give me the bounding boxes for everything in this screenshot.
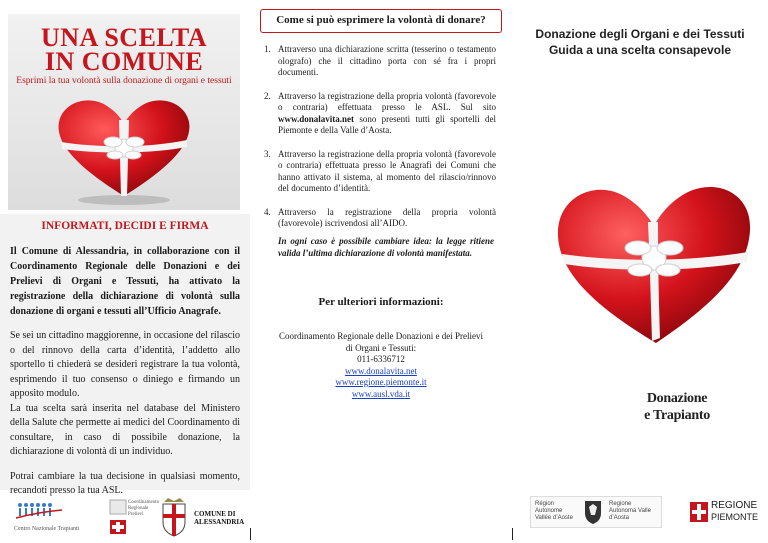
cnt-logo-text: Centro Nazionale Trapianti xyxy=(14,526,80,532)
cover-subtitle: Esprimi la tua volontà sulla donazione di organi e tessuti xyxy=(16,76,232,86)
comune-alessandria-text: COMUNE DI ALESSANDRIA xyxy=(194,510,245,526)
ausl-vda-link[interactable]: www.ausl.vda.it xyxy=(351,388,411,399)
info-section xyxy=(0,214,250,496)
contact-phone: 011-6336712 xyxy=(357,354,405,364)
contact-line-2: di Organi e Tessuti: xyxy=(345,342,417,353)
cover-title-line2: IN COMUNE xyxy=(44,47,204,76)
left-panel xyxy=(0,0,250,543)
piemonte-flag-icon xyxy=(690,502,708,522)
piemonte-logo-text-1: REGIONE xyxy=(711,500,758,511)
donazione-trapianto-title: Donazione e Trapianto xyxy=(644,391,710,423)
brochure-title xyxy=(512,26,768,58)
vda-crest-icon xyxy=(583,499,603,525)
info-paragraph-1: Se sei un cittadino maggiorenne, in occasione del rilascio o del rinnovo della carta d’identità, l’addetto allo sportello ti chiederà se desideri registrare la tua volontà, esprimendo il tuo consenso o diniego e firmando un apposito modulo. xyxy=(10,330,240,399)
donalavita-link[interactable]: www.donalavita.net xyxy=(345,365,417,376)
cover-image xyxy=(8,14,240,210)
vda-logo-text-1: Région Autonome Vallée d’Aoste xyxy=(535,501,573,521)
coordinamento-logo-text: Coordinamento Regionale Prelievi xyxy=(128,500,160,517)
piemonte-logo-text-2: PIEMONTE xyxy=(711,512,759,522)
regione-piemonte-link[interactable]: www.regione.piemonte.it xyxy=(335,377,427,387)
gift-heart-icon xyxy=(49,92,199,207)
brochure-title-line1: Donazione degli Organi e dei Tessuti xyxy=(535,27,745,41)
note-text: In ogni caso è possibile cambiare idea: la legge ritiene valida l’ultima dichiarazione di volontà manifestata. xyxy=(278,236,494,258)
list-item: 2. Attraverso la registrazione della propria volontà (favorevole o contraria) effettuata presso le ASL. Sul sito www.donalavita.net sono presenti tutti gli sportelli del Piemonte e della Valle d’Aosta. xyxy=(264,90,496,135)
brochure-title-line2: Guida a una scelta consapevole xyxy=(548,43,732,57)
contacts-block xyxy=(250,331,512,400)
coordinamento-logo-icon xyxy=(108,498,128,538)
contact-line-1: Coordinamento Regionale delle Donazioni e dei Prelievi xyxy=(279,331,483,341)
cover-title-line1: UNA SCELTA xyxy=(40,23,208,52)
vda-logo-text-2: Regione Autonoma Valle d’Aosta xyxy=(609,501,651,521)
question-box: Come si può esprimere la volontà di donare? xyxy=(260,9,502,33)
list-item: 4. Attraverso la registrazione della propria volontà (favorevole) iscrivendosi all’AIDO. xyxy=(264,206,496,228)
middle-panel xyxy=(250,0,512,543)
methods-list xyxy=(264,44,496,230)
info-intro: Il Comune di Alessandria, in collaborazione con il Coordinamento Regionale delle Donazioni e dei Prelievi di Organi e Tessuti, ha attivato la registrazione della dichiarazione di volontà sulla donazione di organi e tessuti all’Ufficio Anagrafe. xyxy=(10,246,240,317)
alessandria-crest-icon xyxy=(160,496,188,538)
cnt-logo-icon xyxy=(14,500,64,522)
gift-heart-large-icon xyxy=(548,178,758,348)
regione-piemonte-logo xyxy=(690,500,760,526)
vda-logos xyxy=(530,496,662,528)
list-item: 3. Attraverso la registrazione della propria volontà (favorevole o contraria) effettuata presso le Anagrafi dei Comuni che hanno attivato il sistema, al momento del rilascio/rinnovo del documento d’identità. xyxy=(264,148,496,193)
info-title: INFORMATI, DECIDI E FIRMA xyxy=(41,220,209,232)
info-paragraph-3: Potrai cambiare la tua decisione in qualsiasi momento, recandoti presso la tua ASL. xyxy=(10,470,240,496)
right-panel xyxy=(512,0,768,543)
left-logos xyxy=(0,490,250,543)
donalavita-bold-link: www.donalavita.net xyxy=(278,113,355,124)
list-item: 1. Attraverso una dichiarazione scritta (tesserino o testamento olografo) che il cittadino porta con sé fra i propri documenti. xyxy=(264,44,496,77)
info-paragraph-2: La tua scelta sarà inserita nel database del Ministero della Salute che permette ai medici del Coordinamento di consultare, in caso di possibile donazione, la dichiarazione di volontà di un individuo. xyxy=(10,402,240,457)
more-info-heading: Per ulteriori informazioni: xyxy=(318,296,444,308)
